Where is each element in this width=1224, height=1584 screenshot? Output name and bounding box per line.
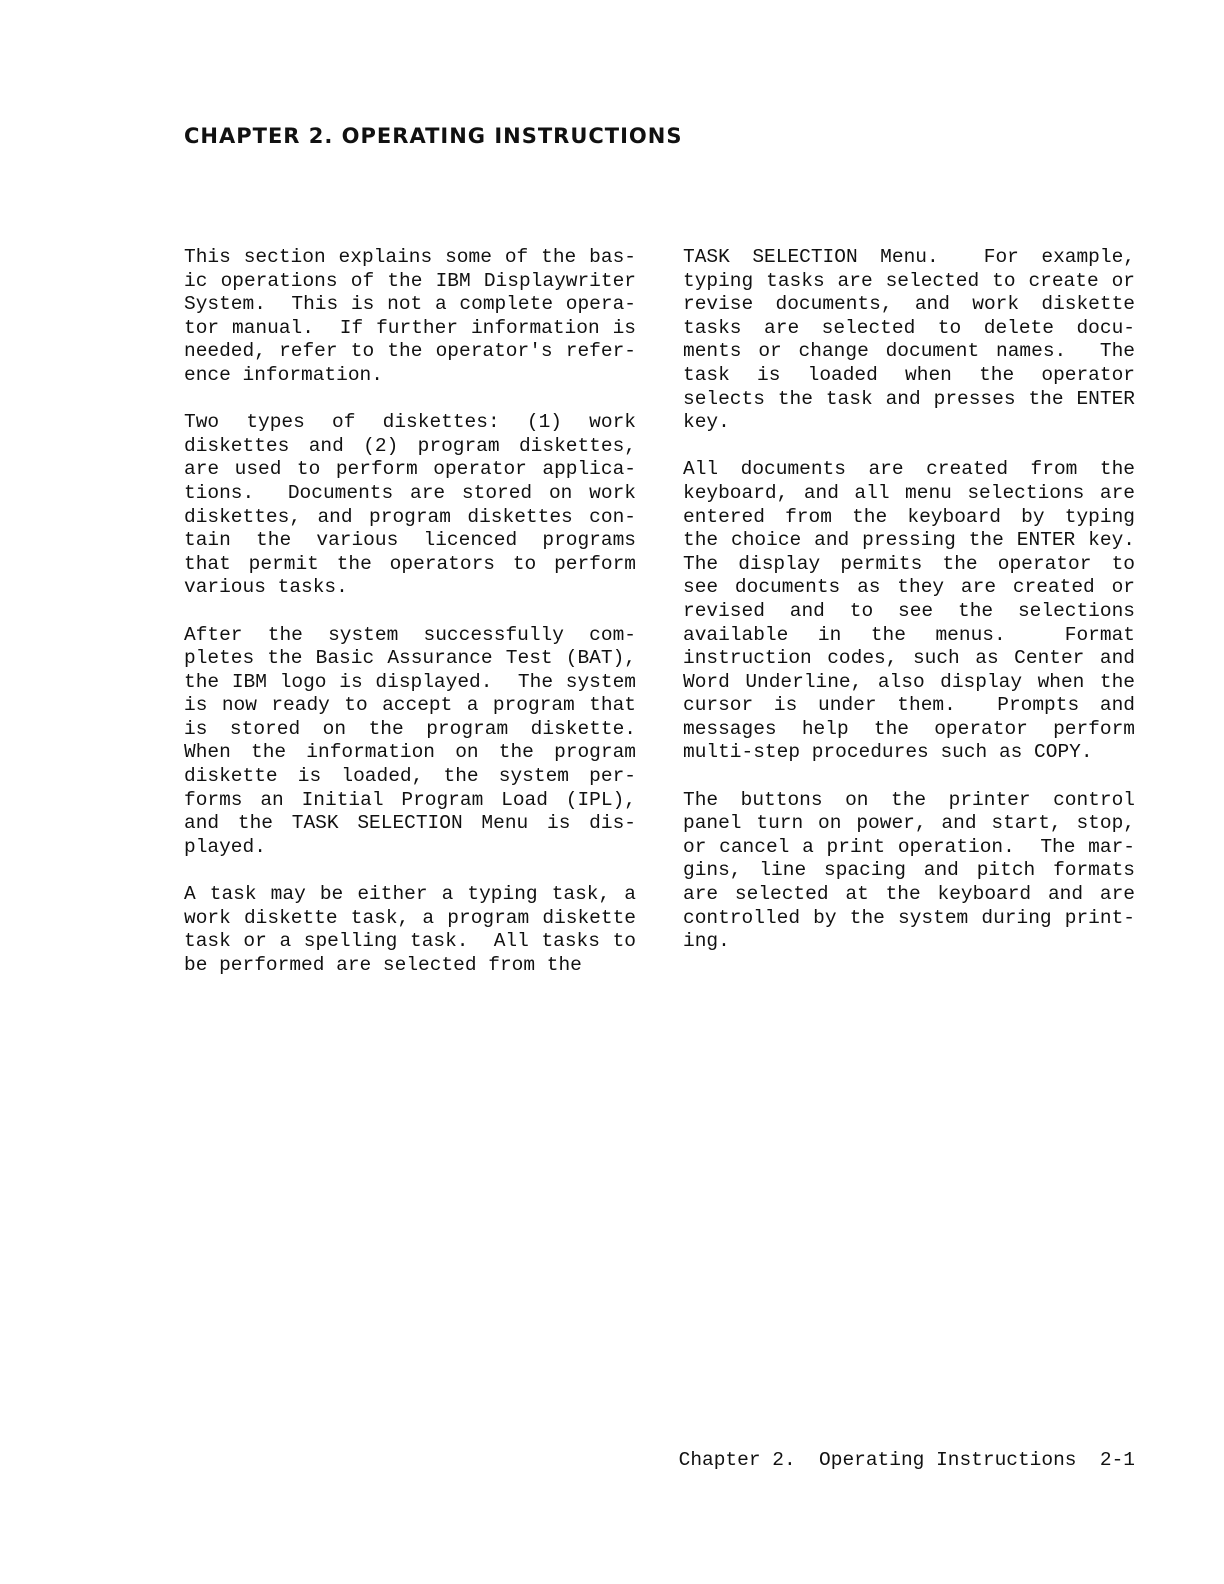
text-line: Two types of diskettes: (1) work — [184, 411, 636, 434]
right-column — [683, 246, 1135, 954]
text-line: forms an Initial Program Load (IPL), — [184, 788, 636, 811]
text-line: System. This is not a complete opera- — [184, 293, 636, 316]
text-line: played. — [184, 835, 266, 858]
text-line: work diskette task, a program diskette — [184, 906, 636, 929]
text-line: is now ready to accept a program that — [184, 694, 636, 717]
text-line: panel turn on power, and start, stop, — [683, 812, 1135, 835]
text-line: revised and to see the selections — [683, 599, 1135, 622]
page-footer: Chapter 2. Operating Instructions 2-1 — [678, 1449, 1135, 1471]
text-line: ing. — [683, 930, 730, 953]
text-line: tions. Documents are stored on work — [184, 481, 636, 504]
paragraph — [184, 246, 636, 388]
text-line: When the information on the program — [184, 741, 636, 764]
text-line: the choice and pressing the ENTER key. — [683, 529, 1135, 552]
text-line: messages help the operator perform — [683, 717, 1135, 740]
paragraph — [683, 789, 1135, 954]
text-line: various tasks. — [184, 576, 348, 599]
text-line: This section explains some of the bas- — [184, 246, 636, 268]
text-line: keyboard, and all menu selections are — [683, 481, 1135, 504]
text-line: needed, refer to the operator's refer- — [184, 340, 636, 363]
paragraph — [184, 411, 636, 600]
text-line: tor manual. If further information is — [184, 316, 636, 339]
text-line: All documents are created from the — [683, 458, 1135, 481]
paragraph — [184, 624, 636, 860]
text-line: is stored on the program diskette. — [184, 717, 636, 740]
text-line: pletes the Basic Assurance Test (BAT), — [184, 647, 636, 670]
text-line: or cancel a print operation. The mar- — [683, 835, 1135, 858]
text-line: instruction codes, such as Center and — [683, 647, 1135, 670]
text-line: and the TASK SELECTION Menu is dis- — [184, 812, 636, 835]
text-line: that permit the operators to perform — [184, 552, 636, 575]
text-line: the IBM logo is displayed. The system — [184, 670, 636, 693]
text-line: are used to perform operator applica- — [184, 458, 636, 481]
text-line: cursor is under them. Prompts and — [683, 694, 1135, 717]
text-line: diskettes and (2) program diskettes, — [184, 434, 636, 457]
text-line: are selected at the keyboard and are — [683, 883, 1135, 906]
text-line: controlled by the system during print- — [683, 906, 1135, 929]
text-line: task or a spelling task. All tasks to — [184, 930, 636, 953]
text-line: key. — [683, 411, 730, 434]
text-line: tasks are selected to delete docu- — [683, 316, 1135, 339]
text-line: diskettes, and program diskettes con- — [184, 505, 636, 528]
text-line: typing tasks are selected to create or — [683, 269, 1135, 292]
text-line: multi-step procedures such as COPY. — [683, 741, 1093, 764]
text-line: The display permits the operator to — [683, 552, 1135, 575]
chapter-title: CHAPTER 2. OPERATING INSTRUCTIONS — [184, 124, 683, 148]
text-line: see documents as they are created or — [683, 576, 1135, 599]
text-line: tain the various licenced programs — [184, 529, 636, 552]
text-line: diskette is loaded, the system per- — [184, 765, 636, 788]
text-line: A task may be either a typing task, a — [184, 883, 636, 906]
text-line: ic operations of the IBM Displaywriter — [184, 269, 636, 292]
paragraph — [683, 246, 1135, 435]
text-line: available in the menus. Format — [683, 623, 1135, 646]
text-line: ments or change document names. The — [683, 340, 1135, 363]
text-line: gins, line spacing and pitch formats — [683, 859, 1135, 882]
text-line: TASK SELECTION Menu. For example, — [683, 246, 1135, 268]
left-column — [184, 246, 636, 977]
text-line: task is loaded when the operator — [683, 363, 1135, 386]
text-line: ence information. — [184, 363, 383, 386]
text-line: be performed are selected from the — [184, 953, 582, 976]
text-line: After the system successfully com- — [184, 623, 636, 646]
paragraph — [184, 883, 636, 977]
text-line: entered from the keyboard by typing — [683, 505, 1135, 528]
text-line: Word Underline, also display when the — [683, 670, 1135, 693]
text-line: The buttons on the printer control — [683, 788, 1135, 811]
paragraph — [683, 458, 1135, 765]
text-line: revise documents, and work diskette — [683, 293, 1135, 316]
text-line: selects the task and presses the ENTER — [683, 387, 1135, 410]
